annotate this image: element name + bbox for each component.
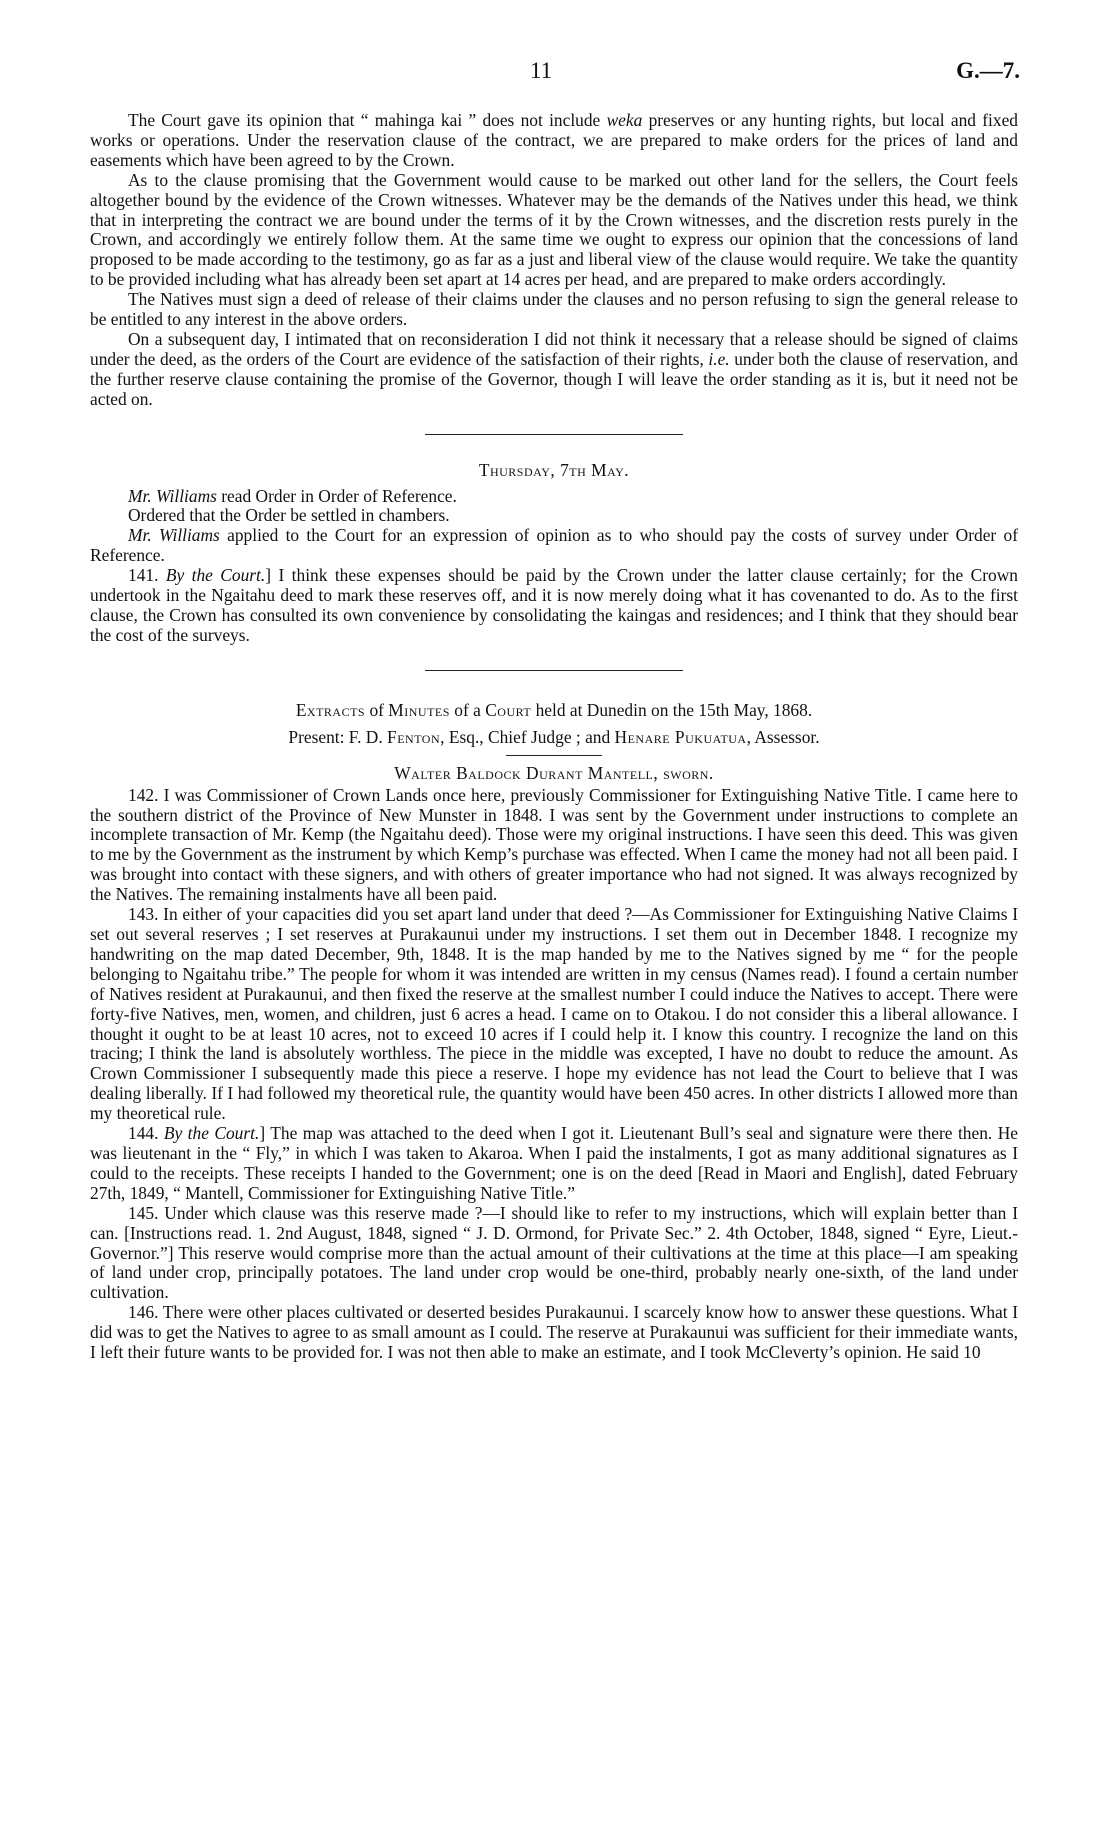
- text-run: Court: [485, 699, 532, 720]
- paragraph-143: 143. In either of your capacities did you set apart land under that deed ?—As Commissioner for Extinguishing Native Claims I set out several reserves ; I set reserves at Purakaunui under my instructions. I set them out in December 1848. I recognize my handwriting on the map dated December, 9th, 1848. It is the map handed by me to the Natives signed by me “ for the people belonging to Ngaitahu tribe.” The people for whom it was intended are written in my census (Names read). I found a certain number of Natives resident at Purakaunui, and then fixed the reserve at the smallest number I could induce the Natives to accept. There were forty-five Natives, men, women, and children, just 6 acres a head. I came on to Otakou. I do not consider this a liberal allowance. I thought it ought to be at least 10 acres, not to exceed 10 acres if I could help it. I know this country. I recognize the land on this tracing; I think the land is absolutely worthless. The piece in the middle was excepted, I have no doubt to reduce the amount. As Crown Commissioner I subsequently made this piece a reserve. I hope my evidence has not lead the Court to believe that I was dealing liberally. If I had followed my theoretical rule, the quantity would have been 450 acres. In other districts I allowed more than my theoretical rule.: [90, 904, 1018, 1124]
- paragraph-142: 142. I was Commissioner of Crown Lands once here, previously Commissioner for Extinguishing Native Title. I came here to the southern district of the Province of New Munster in 1848. I was sent by the Government under instructions to complete an incomplete transaction of Mr. Kemp (the Ngaitahu deed). Those were my original instructions. I have seen this deed. This was given to me by the Government as the instrument by which Kemp’s purchase was effected. When I came the money had not all been paid. I was brought into contact with these signers, and with others of greater importance who had not signed. It was always recognized by the Natives. The remaining instalments have all been paid.: [90, 784, 1018, 905]
- paragraph-number: 144.: [128, 1123, 164, 1144]
- text-run: The Court gave its opinion that “ mahinga kai ” does not include: [128, 110, 607, 130]
- text-run: of: [365, 699, 389, 720]
- text-run: On a subsequent day, I intimated that on reconsideration I did not think it necessary that a release should be signed of claims under the deed, as the orders of the Court are evidence of the satisfaction of their rights,: [90, 328, 1018, 369]
- paragraph-order-read: [90, 487, 1018, 507]
- paragraph-court-opinion: [90, 111, 1018, 171]
- text-run: ] The map was attached to the deed when I got it. Lieutenant Bull’s seal and signature were there then. He was lieutenant in the “ Fly,” in which I was taken to Akaroa. When I paid the instalments, I got as many additional signatures as I could to the receipts. These receipts I handed to the Government; one is on the deed [Read in Maori and English], dated February 27th, 1849, “ Mantell, Commissioner for Extinguishing Native Title.”: [90, 1123, 1018, 1203]
- paragraph-deed-release: The Natives must sign a deed of release of their claims under the clauses and no person refusing to sign the general release to be entitled to any interest in the above orders.: [90, 289, 1018, 330]
- text-run: , Assessor.: [746, 726, 820, 747]
- text-run: Present: F. D.: [288, 726, 388, 747]
- speaker-name: Mr. Williams: [128, 485, 217, 506]
- paragraph-146: 146. There were other places cultivated or deserted besides Purakaunui. I scarcely know how to answer these questions. What I did was to get the Natives to agree to as small amount as I could. The reserve at Purakaunui was sufficient for their immediate wants, I left their future wants to be provided for. I was not then able to make an estimate, and I took McCleverty’s opinion. He said 10: [90, 1302, 1018, 1363]
- date-heading: Thursday, 7th May.: [478, 459, 630, 480]
- text-run: held at Dunedin on the 15th May, 1868.: [531, 699, 813, 720]
- text-run: applied to the Court for an expression of opinion as to who should pay the costs of survey under Order of Reference.: [90, 525, 1018, 566]
- text-run: preserves or any hunting rights, but local and fixed works or operations. Under the reservation clause of the contract, we are prepared to make orders for the prices of land and easements which have been agreed to by the Crown.: [90, 110, 1018, 170]
- speaker-name: By the Court.: [165, 565, 266, 586]
- page-header: [0, 58, 1114, 88]
- document-reference: G.—7.: [956, 58, 1020, 83]
- text-run: Minutes: [388, 699, 450, 720]
- extract-heading: [90, 697, 1018, 724]
- paragraph-order-settled: Ordered that the Order be settled in chambers.: [128, 505, 450, 526]
- text-run: ] I think these expenses should be paid by the Crown under the latter clause certainly; for the Crown undertook in the Ngaitahu deed to mark these reserves off, and it is now merely doing what it has covenanted to do. As to the first clause, the Crown has consulted its own convenience by consolidating the kaingas and residences; and I think that they should bear the cost of the surveys.: [90, 565, 1018, 645]
- section-divider: [425, 670, 683, 671]
- witness-heading: Walter Baldock Durant Mantell, sworn.: [394, 762, 714, 783]
- text-run: Fenton: [387, 726, 441, 747]
- paragraph-145: 145. Under which clause was this reserve made ?—I should like to refer to my instructions, which will explain better than I can. [Instructions read. 1. 2nd August, 1848, signed “ J. D. Ormond, for Private Sec.” 2. 4th October, 1848, signed “ Eyre, Lieut.-Governor.”] This reserve would comprise more than the actual amount of their cultivations at the time at this place—I am speaking of land under crop, principally potatoes. The land under crop would be one-third, probably nearly one-sixth, of the land under cultivation.: [90, 1202, 1018, 1303]
- paragraph-141: [90, 566, 1018, 646]
- text-run: of a: [449, 699, 486, 720]
- present-line: [90, 724, 1018, 751]
- text-run: Extracts: [295, 699, 366, 720]
- italic-term: i.e.: [708, 348, 730, 369]
- page-number: 11: [530, 58, 553, 83]
- text-run: , Esq., Chief Judge ; and: [440, 726, 615, 747]
- page-body: [90, 111, 1018, 1363]
- short-divider: [506, 755, 602, 756]
- italic-term: weka: [606, 110, 643, 130]
- text-run: under both the clause of reservation, and the further reserve clause containing the promise of the Governor, though I will leave the order standing as it is, but it need not be acted on.: [90, 348, 1018, 409]
- text-run: Henare Pukuatua: [614, 726, 747, 747]
- paragraph-number: 141.: [128, 565, 166, 586]
- section-divider: [425, 434, 683, 435]
- paragraph-marked-land: As to the clause promising that the Government would cause to be marked out other land for the sellers, the Court feels altogether bound by the evidence of the Crown witnesses. Whatever may be the demands of the Natives under this head, we think that in interpreting the contract we are bound under the terms of it by the Crown witnesses, and the discretion rests purely in the Crown, and accordingly we entirely follow them. At the same time we ought to express our opinion that the concessions of land proposed to be made according to the testimony, go as far as a just and liberal view of the clause would require. We take the quantity to be provided including what has already been set apart at 14 acres per head, and are prepared to make orders accordingly.: [90, 169, 1018, 290]
- speaker-name: Mr. Williams: [128, 525, 220, 546]
- paragraph-144: [90, 1124, 1018, 1204]
- paragraph-costs-question: [90, 526, 1018, 566]
- text-run: read Order in Order of Reference.: [216, 485, 457, 506]
- paragraph-subsequent-day: [90, 330, 1018, 410]
- speaker-name: By the Court.: [163, 1123, 260, 1144]
